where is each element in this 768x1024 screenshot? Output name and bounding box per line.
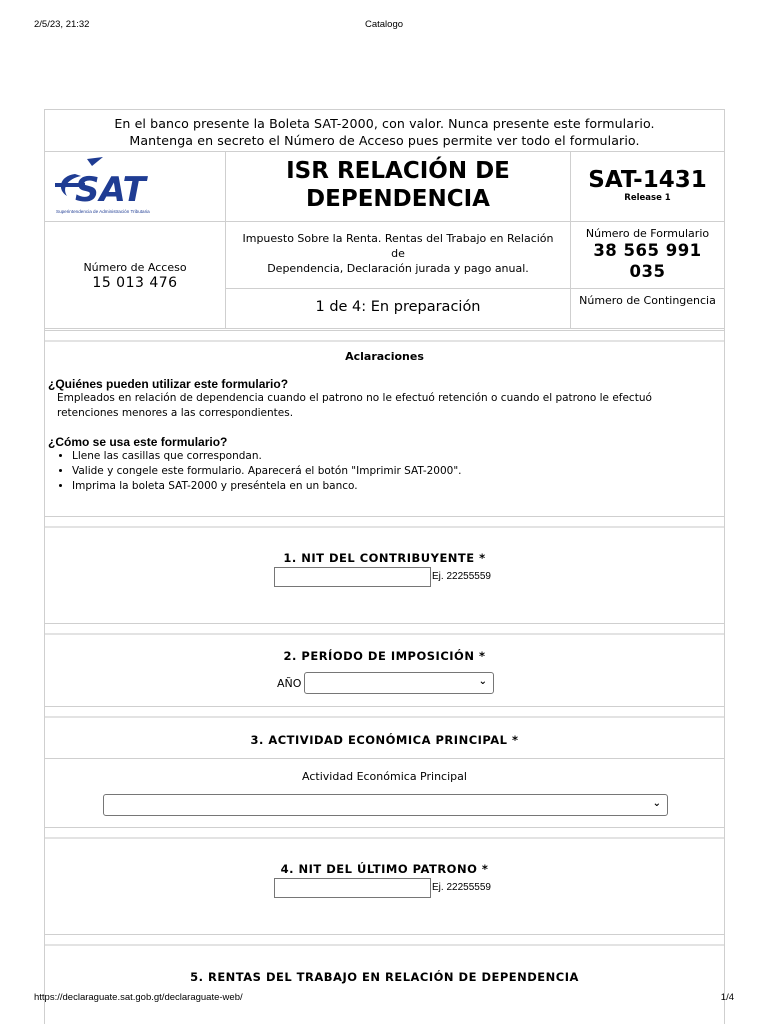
notice-banner	[45, 110, 724, 152]
description-line-1: Impuesto Sobre la Renta. Rentas del Trabajo en Relación	[242, 232, 554, 245]
question-who: ¿Quiénes pueden utilizar este formulario?	[48, 377, 289, 391]
description-line-3: Dependencia, Declaración jurada y pago anual.	[267, 262, 529, 275]
print-datetime: 2/5/23, 21:32	[34, 19, 90, 30]
form-code: SAT-1431	[588, 167, 707, 193]
access-number-cell	[45, 222, 226, 329]
print-page-number: 1/4	[720, 992, 734, 1003]
divider	[45, 706, 724, 718]
release-label: Release 1	[624, 193, 671, 203]
notice-line-2: Mantenga en secreto el Número de Acceso pues permite ver todo el formulario.	[129, 133, 640, 148]
answer-who-line-1: Empleados en relación de dependencia cuando el patrono no le efectuó retención o cuando el patrono le efectuó	[57, 392, 652, 404]
form-header	[45, 152, 724, 329]
sat-logo-icon	[45, 152, 226, 222]
list-item: • Imprima la boleta SAT-2000 y preséntela en un banco.	[72, 479, 724, 494]
form-title-line-1: ISR RELACIÓN DE	[286, 158, 510, 184]
economic-activity-label: Actividad Económica Principal	[302, 770, 467, 783]
taxpayer-nit-input[interactable]	[274, 567, 431, 587]
chevron-down-icon: ⌄	[478, 676, 487, 687]
form-code-cell	[571, 152, 724, 222]
form-number-value-2: 035	[629, 262, 666, 281]
question-how: ¿Cómo se usa este formulario?	[48, 435, 228, 449]
print-url: https://declaraguate.sat.gob.gt/declaraguate-web/	[34, 992, 243, 1003]
list-item: • Llene las casillas que correspondan.	[72, 449, 724, 464]
section-1-title: 1. NIT DEL CONTRIBUYENTE *	[283, 551, 486, 565]
section-5-title: 5. RENTAS DEL TRABAJO EN RELACIÓN DE DEPENDENCIA	[190, 970, 579, 984]
print-title: Catalogo	[364, 19, 404, 30]
divider	[45, 758, 724, 760]
list-item: • Valide y congele este formulario. Aparecerá el botón "Imprimir SAT-2000".	[72, 464, 724, 479]
form-number-label: Número de Formulario	[585, 227, 710, 240]
divider	[45, 827, 724, 839]
contingency-number-label: Número de Contingencia	[571, 289, 724, 329]
employer-nit-input[interactable]	[274, 878, 431, 898]
section-3-title: 3. ACTIVIDAD ECONÓMICA PRINCIPAL *	[250, 733, 519, 747]
answer-who-line-2: retenciones menores a las correspondientes.	[57, 407, 294, 419]
logo-subtitle: Superintendencia de Administración Tributaria	[56, 209, 150, 214]
year-label: AÑO	[277, 677, 302, 690]
section-4-title: 4. NIT DEL ÚLTIMO PATRONO *	[280, 862, 489, 876]
form-number-cell	[571, 222, 724, 289]
logo-text: SAT	[75, 170, 146, 210]
divider	[45, 623, 724, 635]
description-line-2: de	[391, 247, 405, 260]
divider	[45, 330, 724, 342]
notice-line-1: En el banco presente la Boleta SAT-2000, con valor. Nunca presente este formulario.	[114, 116, 655, 131]
divider	[45, 934, 724, 946]
access-number-label: Número de Acceso	[83, 261, 187, 274]
form-number-value-1: 38 565 991	[593, 241, 702, 260]
steps-list	[45, 449, 724, 494]
economic-activity-select[interactable]	[103, 794, 668, 816]
access-number-value: 15 013 476	[92, 275, 178, 291]
year-select[interactable]	[304, 672, 494, 694]
form-title-line-2: DEPENDENCIA	[306, 186, 490, 212]
taxpayer-nit-hint: Ej. 22255559	[432, 571, 491, 582]
form-title	[226, 152, 571, 222]
divider	[45, 516, 724, 528]
logo-cell	[45, 152, 226, 222]
form-status: 1 de 4: En preparación	[226, 289, 571, 329]
section-2-title: 2. PERÍODO DE IMPOSICIÓN *	[283, 649, 486, 663]
aclaraciones-heading: Aclaraciones	[345, 350, 424, 363]
chevron-down-icon: ⌄	[652, 798, 661, 809]
aclaraciones-section	[45, 345, 724, 494]
employer-nit-hint: Ej. 22255559	[432, 882, 491, 893]
form-description	[226, 222, 571, 289]
declaration-form	[44, 109, 725, 1024]
